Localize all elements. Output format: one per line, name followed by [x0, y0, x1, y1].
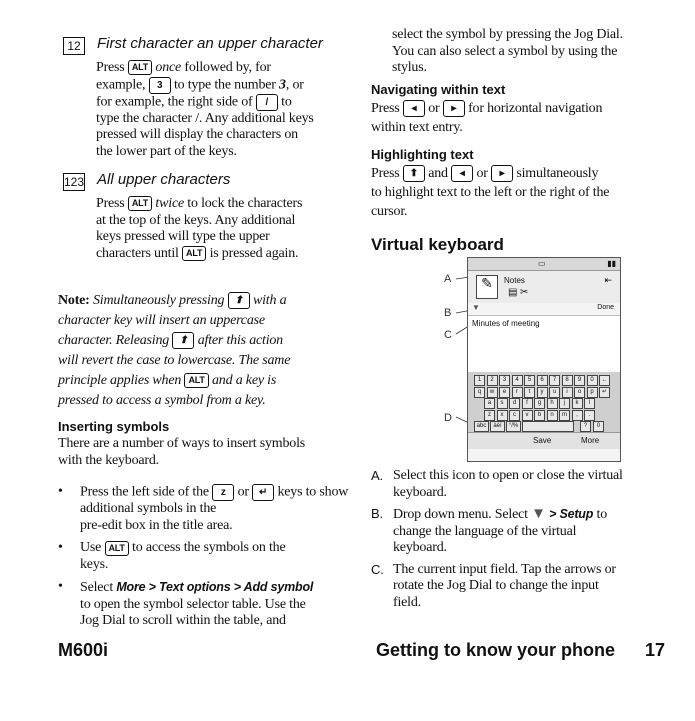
highlighting-heading: Highlighting text — [371, 147, 474, 162]
text: select the symbol by pressing the Jog Dial. — [392, 27, 623, 42]
text: field. — [393, 594, 421, 610]
navigating-heading: Navigating within text — [371, 82, 506, 97]
right-arrow-key-icon: ▸ — [491, 165, 513, 182]
keyboard-key[interactable]: y — [537, 387, 548, 398]
text: to lock the characters — [187, 196, 303, 211]
callout-d: D — [444, 412, 452, 424]
keyboard-key[interactable]: r — [512, 387, 523, 398]
note-label: Note: — [58, 293, 90, 308]
keyboard-key[interactable]: 5 — [524, 375, 535, 386]
text: character key will insert an uppercase — [58, 313, 265, 328]
text: at the top of the keys. Any additional — [96, 212, 296, 228]
text: twice — [155, 196, 184, 211]
text: The current input field. Tap the arrows or — [393, 561, 616, 577]
dropdown-arrow-icon: ▼ — [531, 506, 546, 522]
notes-tool-icon[interactable]: ▤ ✂ — [508, 287, 529, 298]
text: cursor. — [371, 204, 408, 219]
keyboard-key[interactable]: u — [549, 387, 560, 398]
menu-bar — [468, 303, 620, 316]
keyboard-key[interactable]: . — [584, 410, 595, 421]
virtual-keyboard-heading: Virtual keyboard — [371, 235, 504, 254]
keyboard-key[interactable]: n — [547, 410, 558, 421]
keyboard-key[interactable]: x — [497, 410, 508, 421]
keyboard-key[interactable]: 7 — [549, 375, 560, 386]
callout-a: A — [444, 273, 452, 285]
text: is pressed again. — [209, 245, 299, 261]
text: keys to show additional symbols in the — [80, 484, 349, 517]
keyboard-key[interactable]: j — [559, 398, 570, 409]
highlighting-body — [371, 164, 671, 221]
more-button[interactable]: More — [581, 436, 600, 445]
keyboard-key[interactable]: w — [487, 387, 498, 398]
text: to access the symbols on the — [132, 540, 286, 556]
virtual-keyboard — [468, 372, 620, 432]
text: You can also select a symbol by using the — [392, 43, 618, 59]
text: once — [155, 60, 182, 75]
section-12-heading: First character an upper character — [97, 35, 323, 52]
alt-key-icon: ALT — [182, 246, 206, 261]
menu-path: > Setup — [549, 507, 594, 521]
section-12-badge: 12 — [63, 37, 85, 55]
keyboard-key[interactable]: 8 — [562, 375, 573, 386]
keyboard-key[interactable]: z — [484, 410, 495, 421]
text: the lower part of the keys. — [96, 143, 237, 159]
text: Press — [371, 166, 400, 181]
footer-section: Getting to know your phone — [376, 640, 615, 660]
three-key-icon: 3 — [149, 77, 171, 94]
keyboard-key[interactable]: p — [587, 387, 598, 398]
space-key[interactable] — [522, 421, 574, 432]
text: after this action — [197, 333, 283, 348]
keyboard-key[interactable]: °/% — [506, 421, 521, 432]
keyboard-key[interactable]: s — [497, 398, 508, 409]
alt-key-icon: ALT — [184, 373, 208, 388]
keyboard-key[interactable]: b — [534, 410, 545, 421]
text: to highlight text to the left or the right of the — [371, 185, 610, 200]
text: Select — [80, 580, 114, 596]
symbol-methods-list — [58, 484, 358, 636]
text: and — [428, 166, 448, 181]
text: character. Releasing — [58, 333, 170, 348]
text: Jog Dial to scroll within the table, and — [80, 613, 286, 629]
text: pressed to access a symbol from a key. — [58, 393, 266, 408]
keyboard-key[interactable]: k — [572, 398, 583, 409]
text: or — [428, 101, 440, 116]
keyboard-key[interactable]: o — [574, 387, 585, 398]
text: pressed will display the characters on — [96, 127, 298, 143]
section-12-body — [96, 60, 356, 160]
callout-b: B — [444, 307, 452, 319]
text: with a — [252, 293, 287, 308]
text: rotate the Jog Dial to change the input — [393, 578, 599, 593]
keyboard-key[interactable]: 1 — [474, 375, 485, 386]
text: principle applies when — [58, 373, 182, 388]
keyboard-toggle-icon[interactable]: ▭ — [538, 259, 546, 268]
keyboard-key[interactable]: 9 — [574, 375, 585, 386]
note-block — [58, 291, 358, 411]
navigating-body — [371, 99, 671, 137]
keyboard-key[interactable]: a — [484, 398, 495, 409]
text: Use — [80, 540, 102, 556]
keyboard-key[interactable]: f — [522, 398, 533, 409]
input-field[interactable] — [468, 316, 620, 372]
keyboard-key[interactable]: 4 — [512, 375, 523, 386]
text: simultaneously — [516, 166, 599, 181]
section-123-heading: All upper characters — [97, 171, 231, 188]
keyboard-key[interactable]: l — [584, 398, 595, 409]
keyboard-key[interactable]: i — [562, 387, 573, 398]
text: There are a number of ways to insert symbols — [58, 436, 306, 451]
text: or — [237, 484, 249, 500]
text: Press — [96, 196, 125, 211]
text: Press the left side of the — [80, 484, 209, 500]
keyboard-key[interactable]: , — [572, 410, 583, 421]
keyboard-key[interactable]: ? — [580, 421, 591, 432]
slash-key-icon: / — [256, 94, 278, 111]
text: Select this icon to open or close the virtual — [393, 468, 623, 483]
callout-c: C — [444, 329, 452, 341]
text: , or — [285, 77, 304, 93]
save-button[interactable]: Save — [533, 436, 552, 445]
keyboard-key[interactable]: abc — [474, 421, 489, 432]
left-arrow-key-icon: ◂ — [451, 165, 473, 182]
done-button[interactable]: Done — [597, 304, 614, 311]
text: with the keyboard. — [58, 452, 159, 468]
text: 3 — [279, 77, 286, 93]
keyboard-key[interactable]: 0 — [593, 421, 604, 432]
text: to — [281, 94, 292, 110]
battery-icon: ▮▮ — [607, 259, 616, 268]
keyboard-key[interactable]: m — [559, 410, 570, 421]
text: will revert the case to lowercase. The same — [58, 353, 291, 368]
dropdown-menu-icon[interactable]: ▼ — [472, 303, 480, 312]
text: keyboard. — [393, 484, 447, 500]
phone-screen — [467, 257, 621, 462]
alt-key-icon: ALT — [128, 196, 152, 211]
text: keys. — [80, 556, 109, 572]
shift-key-icon: ⬆ — [172, 332, 194, 349]
keyboard-key[interactable]: v — [522, 410, 533, 421]
keyboard-key[interactable]: h — [547, 398, 558, 409]
keyboard-key[interactable]: c — [509, 410, 520, 421]
menu-path: More > Text options > Add symbol — [116, 580, 314, 595]
text: pre-edit box in the title area. — [80, 517, 233, 533]
text: example, — [96, 77, 146, 93]
list-item — [371, 506, 671, 557]
keyboard-key[interactable]: d — [509, 398, 520, 409]
keyboard-key[interactable]: 0 — [587, 375, 598, 386]
status-bar — [468, 258, 620, 271]
text: or — [476, 166, 488, 181]
text: followed by, for — [184, 60, 271, 75]
list-item — [371, 468, 671, 501]
keyboard-key[interactable]: t — [524, 387, 535, 398]
alt-key-icon: ALT — [105, 541, 129, 556]
footer-model: M600i — [58, 640, 109, 660]
text: for example, the right side of — [96, 94, 253, 110]
text: Simultaneously pressing — [92, 293, 225, 308]
text: characters until — [96, 245, 179, 261]
callout-explanations — [371, 468, 671, 611]
app-title: Notes — [504, 276, 525, 285]
notes-app-icon: ✎ — [476, 275, 498, 299]
enter-key-icon: ↵ — [252, 484, 274, 501]
text: type the character /. Any additional keys — [96, 110, 314, 126]
page-number: 17 — [645, 640, 666, 660]
text: for horizontal navigation — [468, 101, 603, 116]
right-arrow-key-icon: ▸ — [443, 100, 465, 117]
list-item — [58, 484, 358, 534]
text: Drop down menu. Select — [393, 507, 528, 522]
symbol-continuation — [392, 27, 672, 77]
text: Press — [371, 101, 400, 116]
keyboard-key[interactable]: ← — [599, 375, 610, 386]
keyboard-key[interactable]: ↵ — [599, 387, 610, 398]
text: to type the number — [173, 77, 276, 93]
section-123-badge: 123 — [64, 175, 85, 189]
symbol-key-icon: z — [212, 484, 234, 501]
text: stylus. — [392, 60, 427, 75]
softkey-bar — [468, 432, 620, 449]
keyboard-key[interactable]: e — [499, 387, 510, 398]
text: change the language of the virtual — [393, 523, 577, 539]
keyboard-key[interactable]: 2 — [487, 375, 498, 386]
section-123-body — [96, 196, 356, 262]
title-area — [468, 271, 620, 303]
inserting-intro — [58, 436, 358, 469]
list-item — [58, 579, 358, 630]
keyboard-key[interactable]: g — [534, 398, 545, 409]
text: to open the symbol selector table. Use the — [80, 596, 306, 612]
back-icon[interactable]: ⇤ — [604, 275, 612, 285]
text: keys pressed will type the upper — [96, 229, 270, 244]
keyboard-key[interactable]: q — [474, 387, 485, 398]
shift-key-icon: ⬆ — [403, 165, 425, 182]
item-letter: B. — [371, 506, 383, 521]
left-arrow-key-icon: ◂ — [403, 100, 425, 117]
keyboard-key[interactable]: 6 — [537, 375, 548, 386]
text: Press — [96, 60, 125, 75]
text: within text entry. — [371, 120, 463, 135]
list-item — [58, 540, 358, 573]
keyboard-key[interactable]: àèí — [490, 421, 505, 432]
shift-key-icon: ⬆ — [228, 292, 250, 309]
text: keyboard. — [393, 540, 447, 555]
inserting-symbols-heading: Inserting symbols — [58, 419, 170, 434]
input-text: Minutes of meeting — [472, 319, 540, 328]
list-item — [371, 562, 671, 612]
item-letter: C. — [371, 561, 384, 577]
text: and a key is — [212, 373, 277, 388]
alt-key-icon: ALT — [128, 60, 152, 75]
text: to — [596, 507, 607, 522]
keyboard-key[interactable]: 3 — [499, 375, 510, 386]
item-letter: A. — [371, 468, 383, 483]
